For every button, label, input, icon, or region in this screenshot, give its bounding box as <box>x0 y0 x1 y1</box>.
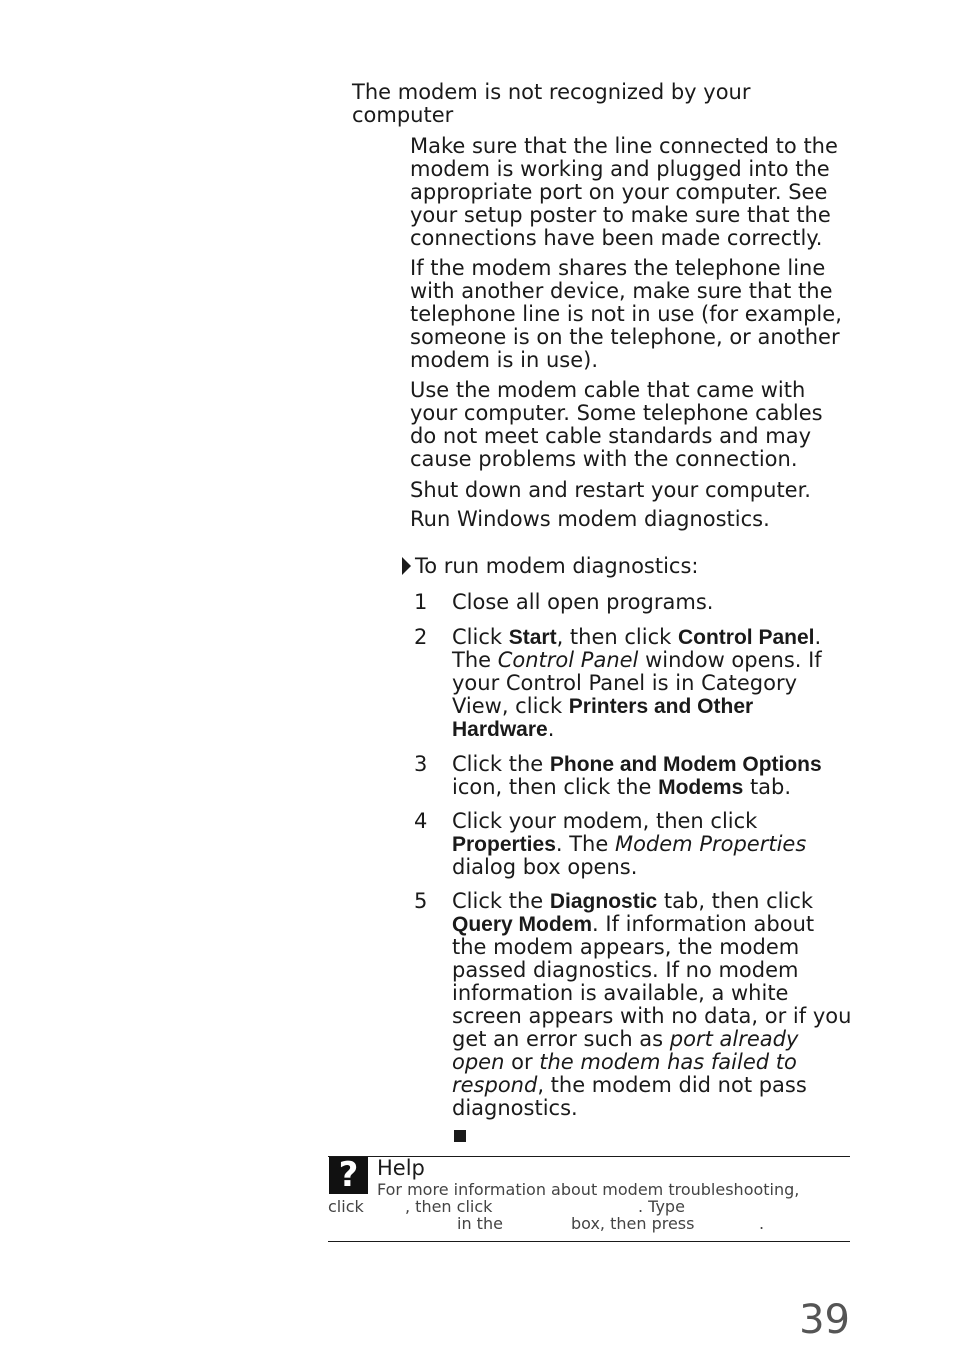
ui-term: Start <box>508 626 557 649</box>
help-question-icon: ? <box>329 1157 368 1194</box>
ui-term: Modems <box>658 776 744 799</box>
step-number: 5 <box>414 889 428 913</box>
paragraph-modem-cable: Use the modem cable that came with your computer. Some telephone cables do not meet cable standards and may cause problems with the connection. <box>410 378 823 471</box>
ui-term: Printers and Other Hardware <box>452 695 754 741</box>
step-number: 4 <box>414 809 428 833</box>
window-name: Control Panel <box>497 648 639 672</box>
paragraph-restart: Shut down and restart your computer. <box>410 478 811 502</box>
help-text-type: . Type <box>638 1197 685 1216</box>
step-text: Click the Phone and Modem Options icon, then click the Modems tab. <box>452 752 822 799</box>
error-message: the modem has failed to respond <box>452 1050 797 1097</box>
paragraph-line-check: Make sure that the line connected to the modem is working and plugged into the appropriate port on your computer. See your setup poster to make sure that the connections have been made correctly. <box>410 134 838 250</box>
step-number: 1 <box>414 590 428 614</box>
paragraph-shared-line: If the modem shares the telephone line with another device, make sure that the telephone line is not in use (for example, someone is on the telephone, or another modem is in use). <box>410 256 842 372</box>
paragraph-run-diagnostics: Run Windows modem diagnostics. <box>410 507 770 531</box>
step-text: Click Start, then click Control Panel. The Control Panel window opens. If your Control Panel is in Category View, click Printers and Other Hardware. <box>452 625 822 741</box>
page-number: 39 <box>799 1297 850 1343</box>
help-text-in-the: in the <box>457 1214 503 1233</box>
ui-term: Properties <box>452 833 556 856</box>
help-bottom-rule <box>328 1241 850 1242</box>
help-text-then-click: , then click <box>405 1197 493 1216</box>
help-text-box-then-press: box, then press <box>571 1214 695 1233</box>
ui-term: Control Panel <box>677 626 815 649</box>
procedure-title: To run modem diagnostics: <box>415 554 699 578</box>
step-text: Click your modem, then click Properties. The Modem Properties dialog box opens. <box>452 809 807 879</box>
ui-term: Phone and Modem Options <box>549 753 822 776</box>
ui-term: Diagnostic <box>549 890 658 913</box>
error-message: port already open <box>452 1027 799 1074</box>
section-heading: The modem is not recognized by your computer <box>352 80 751 127</box>
step-text: Click the Diagnostic tab, then click Query Modem. If information about the modem appears, the modem passed diagnostics. If no modem information is available, a white screen appears with no data, or if you get an error such as port already open or the modem has failed to respond, the modem did not pass diagnostics. <box>452 889 852 1120</box>
end-of-procedure-icon <box>454 1130 466 1142</box>
help-text-line1: For more information about modem troubleshooting, <box>377 1180 800 1199</box>
triangle-right-icon <box>402 557 411 575</box>
step-text: Close all open programs. <box>452 590 714 614</box>
ui-term: Query Modem <box>452 913 593 936</box>
help-text-click: click <box>328 1197 364 1216</box>
procedure-heading <box>402 554 699 578</box>
help-title: Help <box>377 1156 425 1180</box>
help-text-period: . <box>759 1214 765 1233</box>
step-number: 2 <box>414 625 428 649</box>
window-name: Modem Properties <box>614 832 807 856</box>
step-number: 3 <box>414 752 428 776</box>
